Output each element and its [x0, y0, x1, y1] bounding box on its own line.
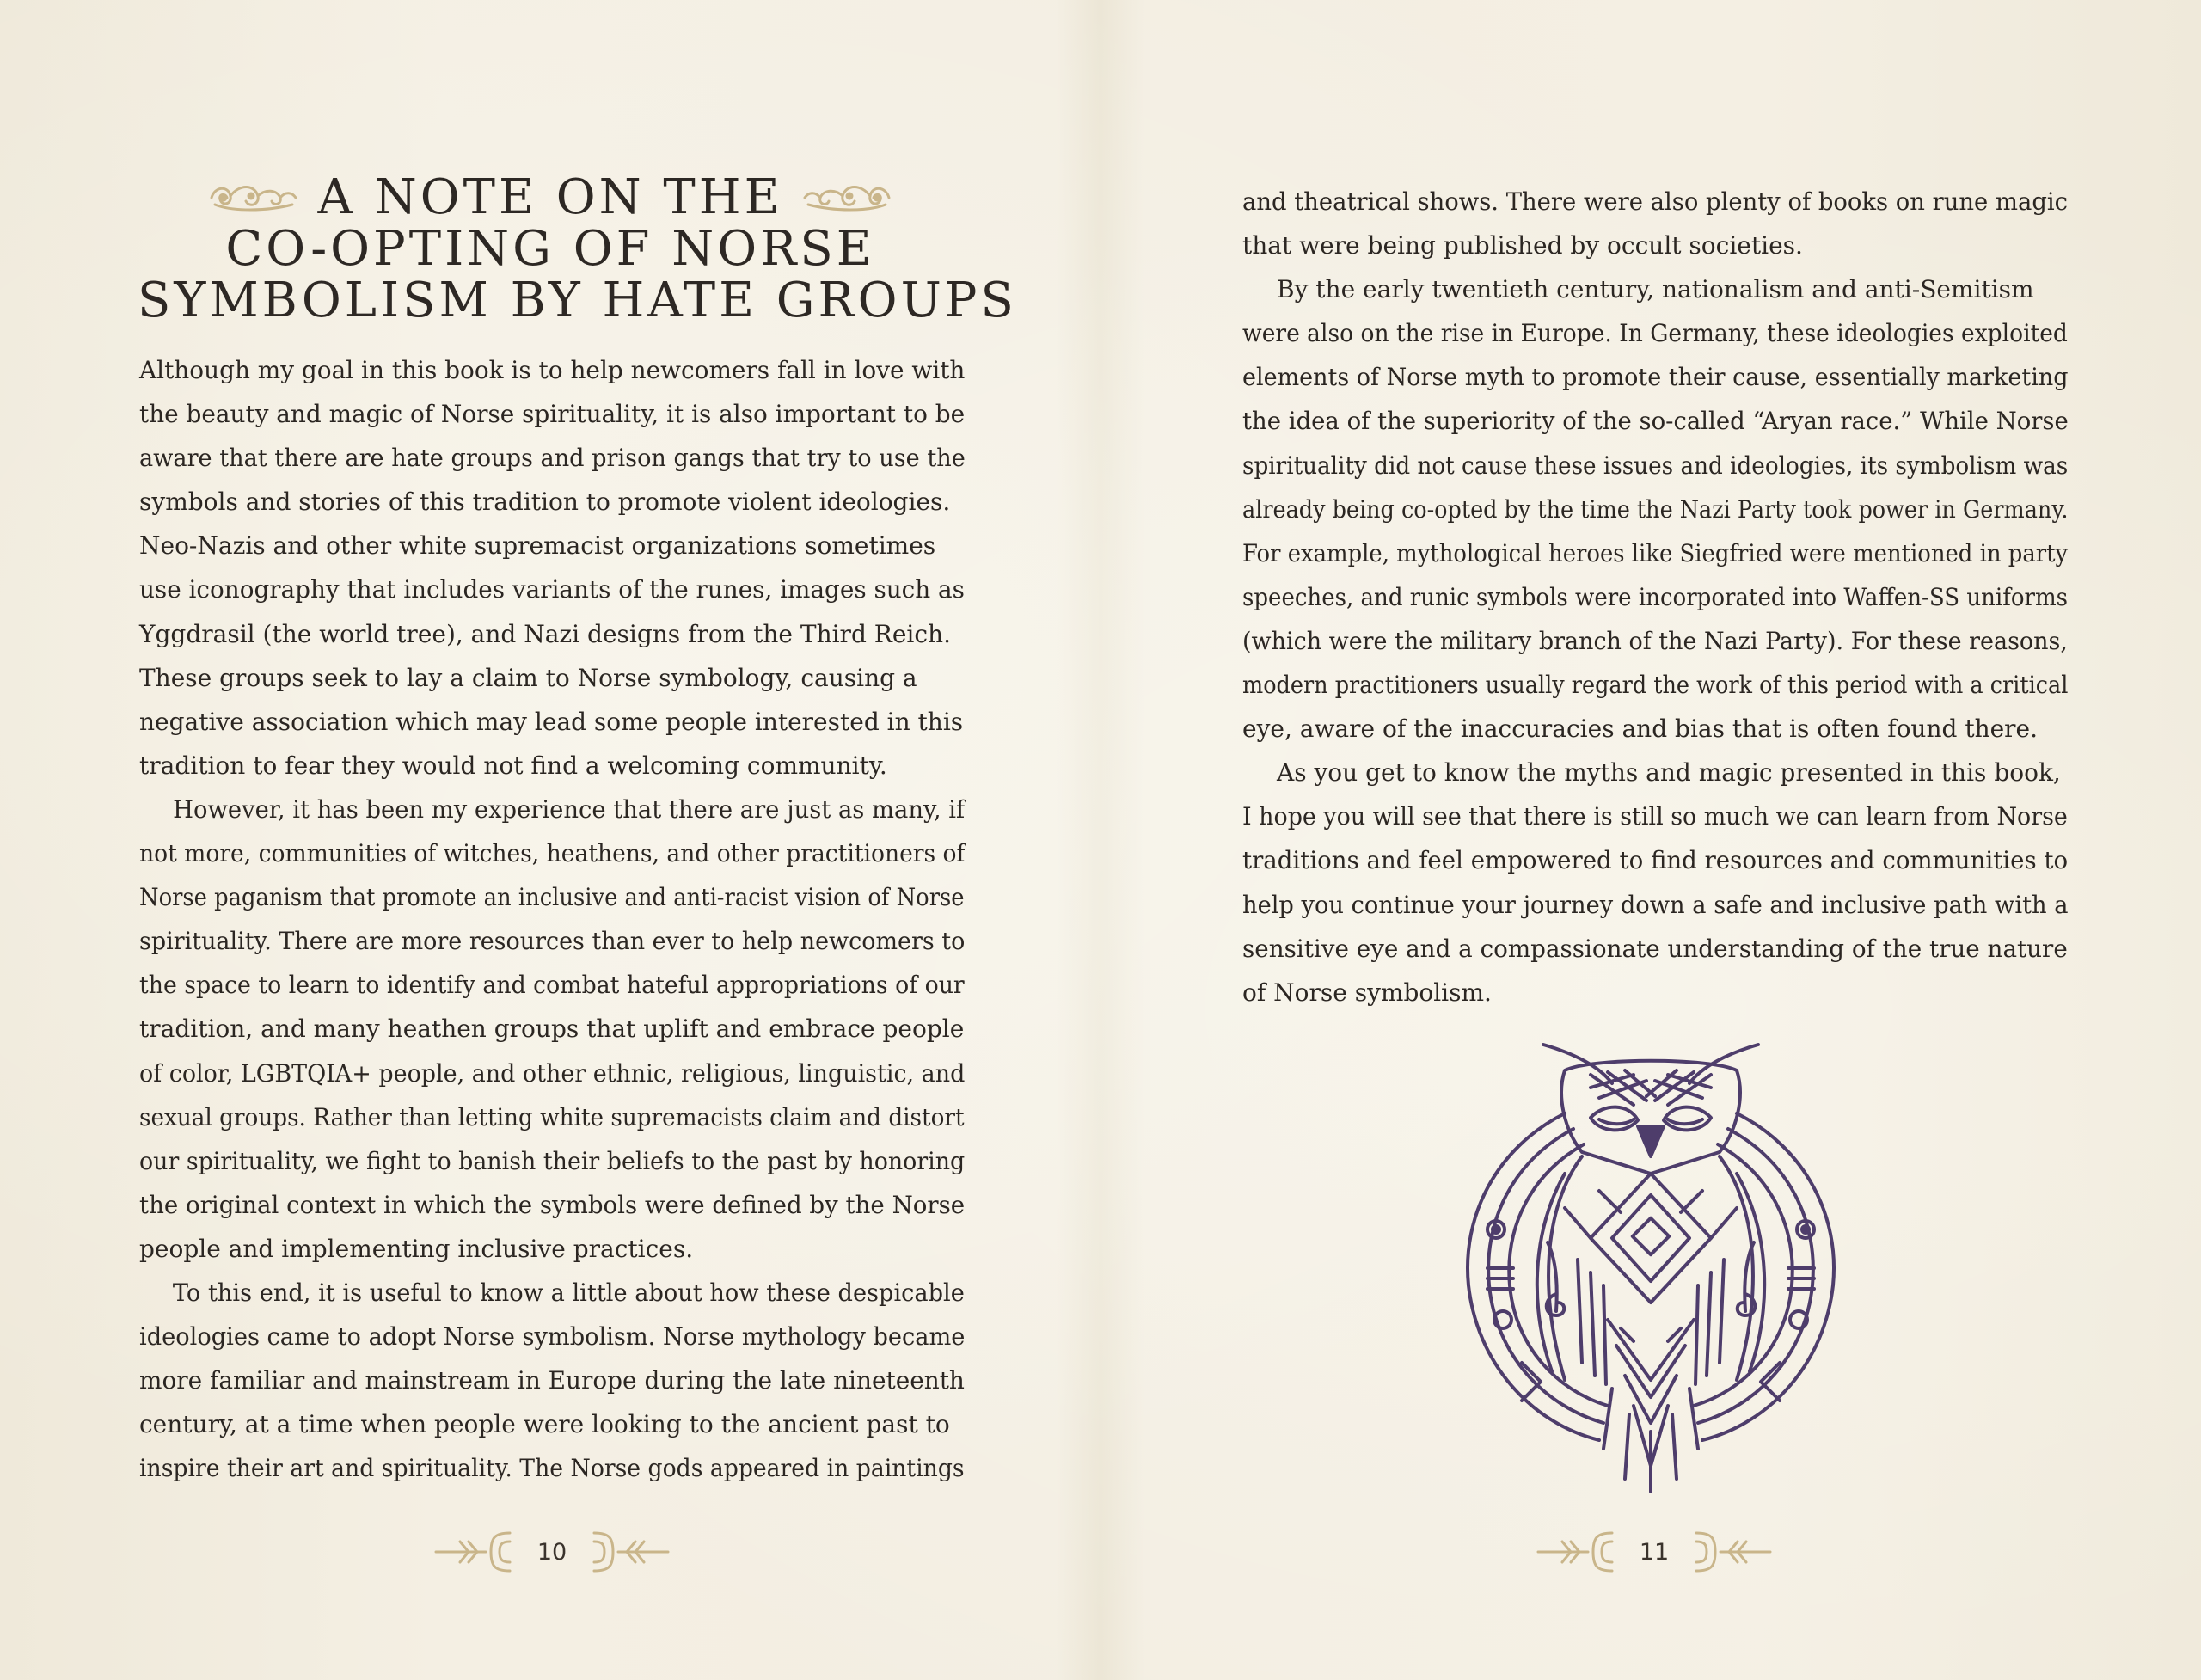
left-title-flourish-icon [206, 179, 299, 217]
text-line: use iconography that includes variants of the runes, images such as [139, 575, 965, 604]
text-line: people and implementing inclusive practices. [139, 1234, 694, 1263]
text-line: aware that there are hate groups and prison gangs that try to use the [139, 444, 966, 473]
title-line-2: CO-OPTING OF NORSE [225, 221, 875, 277]
text-line: symbols and stories of this tradition to promote violent ideologies. [139, 487, 951, 517]
text-line: tradition to fear they would not find a welcoming community. [139, 751, 887, 780]
text-line: speeches, and runic symbols were incorporated into Waffen-SS uniforms [1242, 582, 2069, 611]
text-line: the beauty and magic of Norse spirituality, it is also important to be [139, 400, 966, 429]
text-line: were also on the rise in Europe. In Germany, these ideologies exploited [1242, 319, 2068, 348]
text-line: and theatrical shows. There were also plenty of books on rune magic [1242, 187, 2069, 216]
right-body-text [1242, 180, 2068, 1015]
paragraph [1242, 267, 2068, 751]
title-line-1: A NOTE ON THE [317, 169, 783, 225]
paragraph [139, 788, 965, 1271]
paragraph [1242, 751, 2068, 1015]
left-body-text [139, 348, 965, 1490]
text-line: negative association which may lead some people interested in this [139, 707, 964, 736]
text-line: I hope you will see that there is still so much we can learn from Norse [1242, 802, 2068, 831]
text-line: tradition, and many heathen groups that uplift and embrace people [139, 1015, 965, 1044]
text-line: Although my goal in this book is to help newcomers fall in love with [139, 356, 966, 384]
text-line: ideologies came to adopt Norse symbolism. Norse mythology became [139, 1322, 966, 1352]
chapter-title [138, 169, 1017, 328]
text-line: of Norse symbolism. [1242, 978, 1492, 1007]
text-line: These groups seek to lay a claim to Norse symbology, causing a [139, 663, 917, 692]
text-line: not more, communities of witches, heathens, and other practitioners of [139, 839, 966, 868]
page-number-footer-left [434, 1526, 670, 1578]
text-line: spirituality did not cause these issues and ideologies, its symbolism was [1242, 451, 2069, 480]
text-line: Norse paganism that promote an inclusive and anti-racist vision of Norse [139, 883, 965, 912]
paragraph [1242, 180, 2068, 267]
paragraph [139, 1271, 965, 1490]
text-line: already being co-opted by the time the Nazi Party took power in Germany. [1242, 494, 2069, 524]
folio-ornament-right-icon [588, 1526, 670, 1578]
text-line: that were being published by occult societies. [1242, 231, 1803, 261]
text-line: traditions and feel empowered to find resources and communities to [1242, 846, 2069, 875]
text-line: sensitive eye and a compassionate understanding of the true nature [1242, 934, 2068, 963]
text-line: Yggdrasil (the world tree), and Nazi designs from the Third Reich. [139, 619, 951, 648]
text-line: eye, aware of the inaccuracies and bias that is often found there. [1242, 714, 2039, 744]
text-line: spirituality. There are more resources than ever to help newcomers to [139, 927, 966, 956]
text-line: For example, mythological heroes like Siegfried were mentioned in party [1242, 538, 2069, 567]
text-line: Neo-Nazis and other white supremacist organizations sometimes [139, 531, 936, 561]
text-line: sexual groups. Rather than letting white supremacists claim and distort [139, 1102, 965, 1131]
text-line: However, it has been my experience that there are just as many, if [173, 794, 966, 824]
text-line: of color, LGBTQIA+ people, and other ethnic, religious, linguistic, and [139, 1058, 966, 1088]
text-line: By the early twentieth century, nationalism and anti-Semitism [1277, 275, 2034, 304]
page-number-footer-right [1536, 1526, 1772, 1578]
text-line: modern practitioners usually regard the work of this period with a critical [1242, 671, 2069, 700]
left-page [0, 0, 1100, 1680]
right-title-flourish-icon [801, 179, 894, 217]
page-number: 11 [1639, 1538, 1670, 1566]
text-line: the original context in which the symbols were defined by the Norse [139, 1190, 966, 1219]
text-line: help you continue your journey down a safe and inclusive path with a [1242, 890, 2069, 919]
page-number: 10 [536, 1538, 567, 1566]
text-line: more familiar and mainstream in Europe during the late nineteenth [139, 1366, 965, 1395]
text-line: the space to learn to identify and combat hateful appropriations of our [139, 971, 965, 1000]
text-line: inspire their art and spirituality. The Norse gods appeared in paintings [139, 1454, 965, 1483]
text-line: elements of Norse myth to promote their cause, essentially marketing [1242, 363, 2069, 392]
title-line-1-row [138, 169, 963, 225]
text-line: century, at a time when people were looking to the ancient past to [139, 1410, 950, 1439]
folio-ornament-left-icon [434, 1526, 516, 1578]
text-line: As you get to know the myths and magic presented in this book, [1277, 758, 2061, 788]
paragraph [139, 348, 965, 788]
text-line: To this end, it is useful to know a little about how these despicable [172, 1278, 965, 1307]
text-line: the idea of the superiority of the so-called “Aryan race.” While Norse [1242, 407, 2069, 436]
title-line-3: SYMBOLISM BY HATE GROUPS [138, 273, 1017, 328]
text-line: our spirituality, we fight to banish their beliefs to the past by honoring [139, 1146, 966, 1175]
folio-ornament-right-icon [1690, 1526, 1772, 1578]
owl-illustration-icon [1462, 1036, 1840, 1500]
folio-ornament-left-icon [1536, 1526, 1618, 1578]
text-line: (which were the military branch of the Nazi Party). For these reasons, [1242, 626, 2068, 655]
